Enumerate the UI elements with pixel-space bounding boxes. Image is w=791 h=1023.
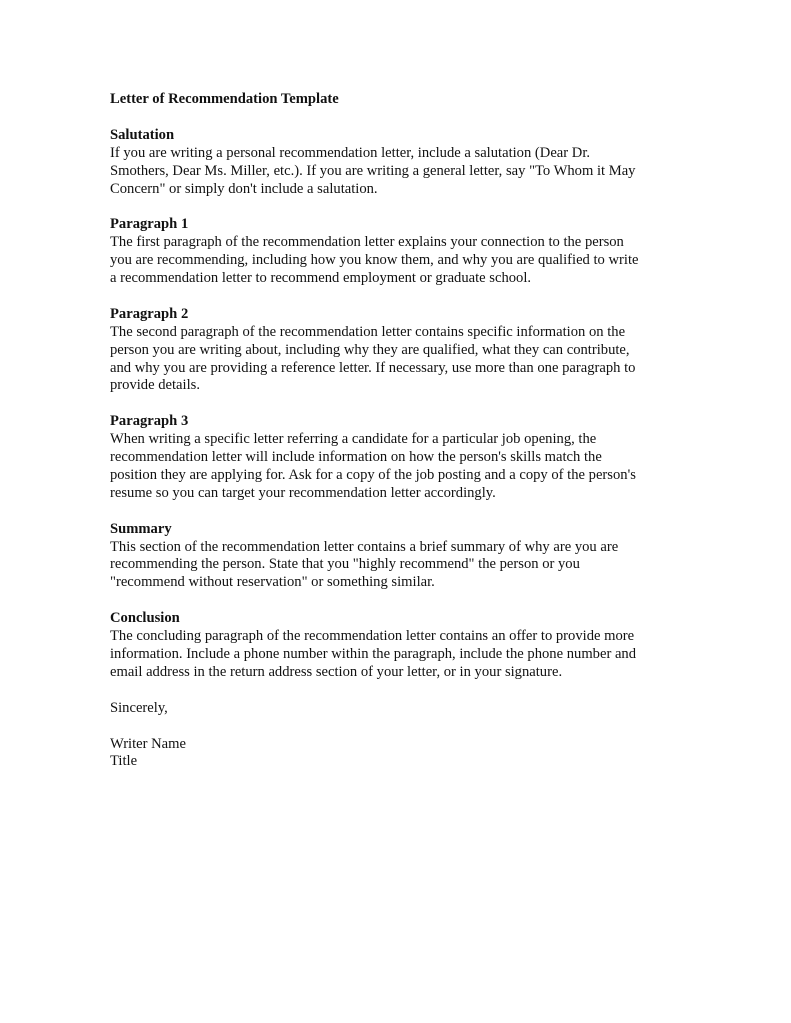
- spacer: [110, 718, 690, 736]
- spacer: [110, 395, 690, 413]
- spacer: [110, 592, 690, 610]
- section-line: provide details.: [110, 377, 200, 394]
- section-paragraph-3: [110, 413, 690, 503]
- section-line: The concluding paragraph of the recommendation letter contains an offer to provide more: [110, 628, 635, 645]
- section-heading: Summary: [110, 520, 172, 537]
- section-line: Concern" or simply don't include a salutation.: [110, 180, 378, 197]
- section-line: resume so you can target your recommendation letter accordingly.: [110, 484, 496, 501]
- section-line: Smothers, Dear Ms. Miller, etc.). If you are writing a general letter, say "To Whom it May: [110, 162, 636, 179]
- section-conclusion: [110, 610, 690, 682]
- section-heading: Paragraph 3: [110, 413, 189, 430]
- letter-document: [110, 91, 690, 771]
- section-summary: [110, 521, 690, 593]
- section-heading: Salutation: [110, 126, 175, 143]
- section-paragraph-1: [110, 216, 690, 288]
- section-line: When writing a specific letter referring a candidate for a particular job opening, the: [110, 431, 597, 448]
- section-line: information. Include a phone number within the paragraph, include the phone number and: [110, 646, 637, 662]
- section-line: "recommend without reservation" or something similar.: [110, 574, 435, 591]
- section-line: If you are writing a personal recommendation letter, include a salutation (Dear Dr.: [110, 144, 591, 161]
- section-line: position they are applying for. Ask for a copy of the job posting and a copy of the person's: [110, 466, 636, 483]
- spacer: [110, 198, 690, 216]
- section-heading: Conclusion: [110, 610, 180, 627]
- section-salutation: [110, 127, 690, 199]
- section-line: you are recommending, including how you know them, and why you are qualified to write: [110, 252, 639, 269]
- section-line: The first paragraph of the recommendation letter explains your connection to the person: [110, 234, 624, 251]
- section-line: a recommendation letter to recommend employment or graduate school.: [110, 270, 532, 287]
- section-paragraph-2: [110, 306, 690, 396]
- section-heading: Paragraph 2: [110, 305, 189, 322]
- signature-title: Title: [110, 753, 138, 770]
- section-line: recommending the person. State that you "highly recommend" the person or you: [110, 556, 580, 573]
- spacer: [110, 288, 690, 306]
- spacer: [110, 109, 690, 127]
- spacer: [110, 503, 690, 521]
- signature-name: Writer Name: [110, 735, 186, 752]
- section-line: recommendation letter will include information on how the person's skills match the: [110, 449, 602, 466]
- spacer: [110, 682, 690, 700]
- section-line: person you are writing about, including why they are qualified, what they can contribute,: [110, 341, 630, 358]
- closing: Sincerely,: [110, 699, 168, 716]
- section-heading: Paragraph 1: [110, 216, 189, 233]
- section-line: and why you are providing a reference letter. If necessary, use more than one paragraph to: [110, 359, 636, 376]
- section-line: email address in the return address section of your letter, or in your signature.: [110, 663, 563, 680]
- section-line: This section of the recommendation letter contains a brief summary of why are you are: [110, 538, 619, 555]
- document-title: Letter of Recommendation Template: [110, 91, 339, 107]
- section-line: The second paragraph of the recommendation letter contains specific information on the: [110, 323, 626, 340]
